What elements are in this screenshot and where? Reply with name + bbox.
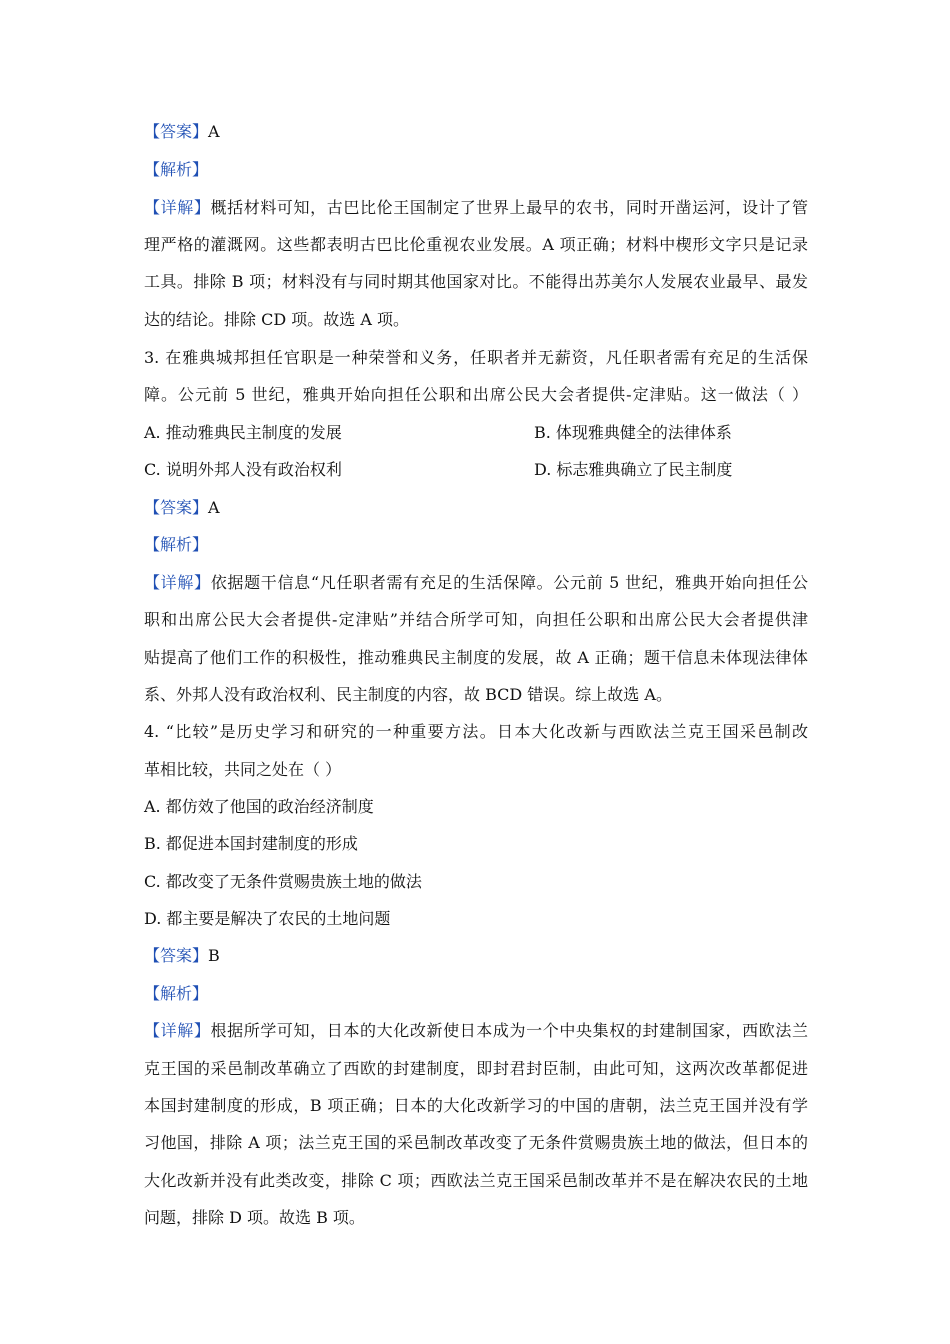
q2-detail-line-1 xyxy=(144,198,808,218)
analysis-label: 【解析】 xyxy=(144,535,209,554)
detail-text: 概括材料可知，古巴比伦王国制定了世界上最早的农书，同时开凿运河，设计了管 xyxy=(210,198,808,217)
q4-option-d: D. 都主要是解决了农民的土地问题 xyxy=(144,909,391,928)
q3-option-c: C. 说明外邦人没有政治权利 xyxy=(144,460,342,479)
detail-label: 【详解】 xyxy=(144,1021,211,1040)
q2-answer xyxy=(144,122,220,142)
q4-stem-line-2: 革相比较，共同之处在（ ） xyxy=(144,760,342,779)
answer-value: B xyxy=(208,946,220,965)
q4-detail-line-6: 问题，排除 D 项。故选 B 项。 xyxy=(144,1208,365,1227)
q4-detail-line-1 xyxy=(144,1021,808,1041)
q4-option-b: B. 都促进本国封建制度的形成 xyxy=(144,834,358,853)
q3-answer xyxy=(144,498,220,518)
q3-detail-line-3: 贴提高了他们工作的积极性，推动雅典民主制度的发展，故 A 正确；题干信息未体现法律体 xyxy=(144,648,808,667)
answer-label: 【答案】 xyxy=(144,498,209,517)
detail-text: 根据所学可知，日本的大化改新使日本成为一个中央集权的封建制国家，西欧法兰 xyxy=(210,1021,808,1040)
q2-detail-line-3: 工具。排除 B 项；材料没有与同时期其他国家对比。不能得出苏美尔人发展农业最早、最发 xyxy=(144,272,808,291)
q3-option-b: B. 体现雅典健全的法律体系 xyxy=(534,423,732,442)
q3-detail-line-1 xyxy=(144,573,808,593)
q2-detail-line-2: 理严格的灌溉网。这些都表明古巴比伦重视农业发展。A 项正确；材料中楔形文字只是记录 xyxy=(144,235,808,254)
q4-answer xyxy=(144,946,220,966)
answer-value: A xyxy=(208,498,220,517)
q3-analysis-heading xyxy=(144,535,208,555)
detail-label: 【详解】 xyxy=(144,198,211,217)
q4-stem-line-1: 4. “比较”是历史学习和研究的一种重要方法。日本大化改新与西欧法兰克王国采邑制改 xyxy=(144,722,808,741)
q3-option-d: D. 标志雅典确立了民主制度 xyxy=(534,460,733,479)
q3-detail-line-4: 系、外邦人没有政治权利、民主制度的内容，故 BCD 错误。综上故选 A。 xyxy=(144,685,672,704)
answer-label: 【答案】 xyxy=(144,122,209,141)
answer-value: A xyxy=(208,122,220,141)
q3-stem-line-1: 3. 在雅典城邦担任官职是一种荣誉和义务，任职者并无薪资，凡任职者需有充足的生活保 xyxy=(144,348,808,367)
detail-text: 依据题干信息“凡任职者需有充足的生活保障。公元前 5 世纪，雅典开始向担任公 xyxy=(210,573,808,592)
q4-option-a: A. 都仿效了他国的政治经济制度 xyxy=(144,797,374,816)
q4-detail-line-5: 大化改新并没有此类改变，排除 C 项；西欧法兰克王国采邑制改革并不是在解决农民的土地 xyxy=(144,1171,808,1190)
analysis-label: 【解析】 xyxy=(144,984,209,1003)
answer-label: 【答案】 xyxy=(144,946,209,965)
q3-option-a: A. 推动雅典民主制度的发展 xyxy=(144,423,342,442)
q3-stem-line-2: 障。公元前 5 世纪，雅典开始向担任公职和出席公民大会者提供-定津贴。这一做法（ ） xyxy=(144,385,808,404)
q4-detail-line-4: 习他国，排除 A 项；法兰克王国的采邑制改革改变了无条件赏赐贵族土地的做法，但日本的 xyxy=(144,1133,808,1152)
q4-option-c: C. 都改变了无条件赏赐贵族土地的做法 xyxy=(144,872,422,891)
q4-detail-line-3: 本国封建制度的形成，B 项正确；日本的大化改新学习的中国的唐朝，法兰克王国并没有学 xyxy=(144,1096,808,1115)
q4-detail-line-2: 克王国的采邑制改革确立了西欧的封建制度，即封君封臣制，由此可知，这两次改革都促进 xyxy=(144,1059,808,1078)
detail-label: 【详解】 xyxy=(144,573,211,592)
q2-detail-line-4: 达的结论。排除 CD 项。故选 A 项。 xyxy=(144,310,409,329)
q3-detail-line-2: 职和出席公民大会者提供-定津贴”并结合所学可知，向担任公职和出席公民大会者提供津 xyxy=(144,610,808,629)
q2-analysis-heading xyxy=(144,160,208,180)
q4-analysis-heading xyxy=(144,984,208,1004)
analysis-label: 【解析】 xyxy=(144,160,209,179)
